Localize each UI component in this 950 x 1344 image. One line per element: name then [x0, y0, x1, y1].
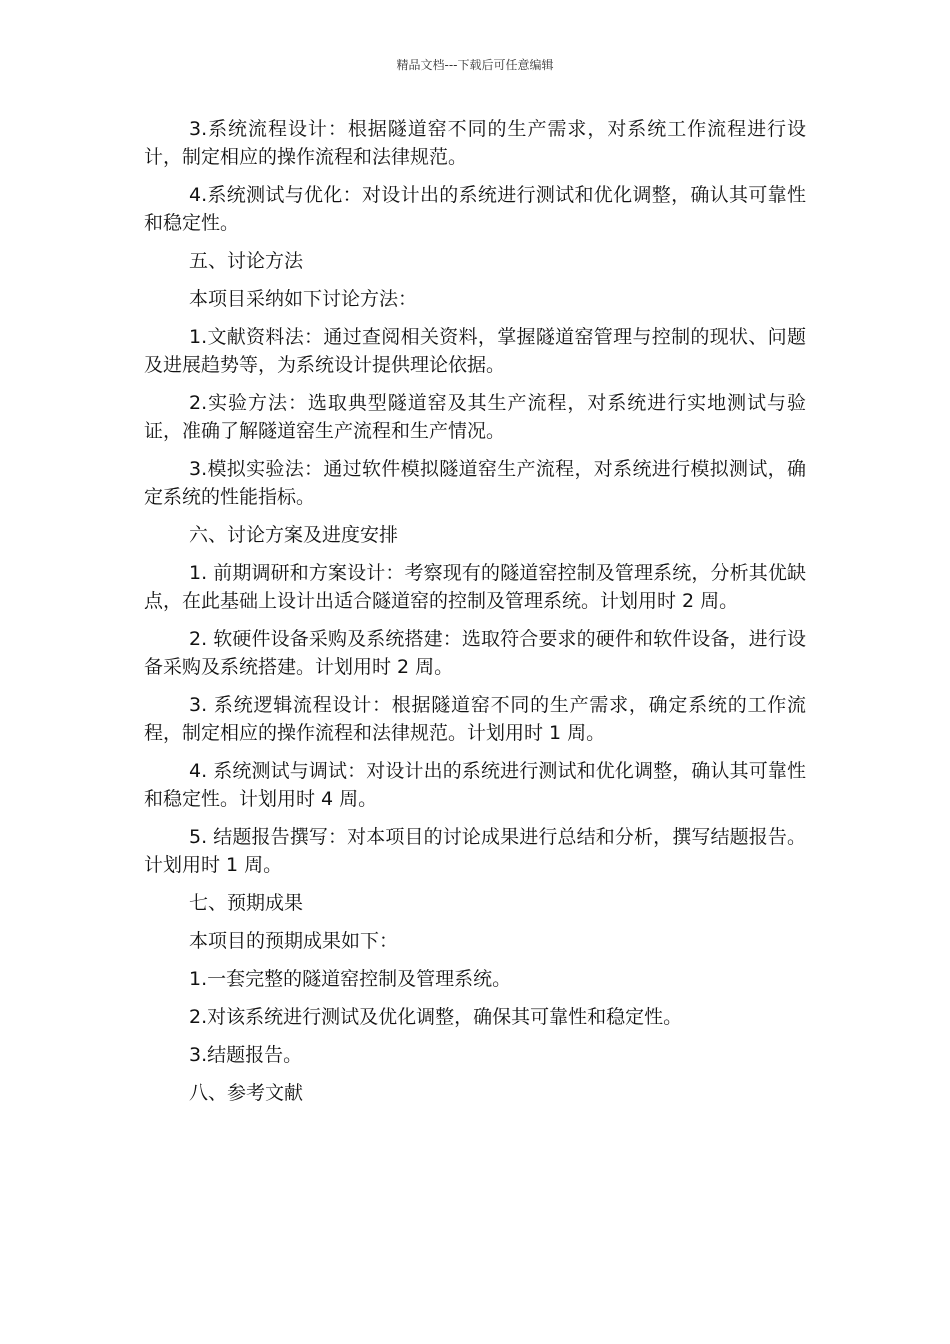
- paragraph-plan-step-1: 1. 前期调研和方案设计：考察现有的隧道窑控制及管理系统，分析其优缺点，在此基础上设计出适合隧道窑的控制及管理系统。计划用时 2 周。: [144, 562, 806, 612]
- paragraph-method-simulation: 3.模拟实验法：通过软件模拟隧道窑生产流程，对系统进行模拟测试，确定系统的性能指标。: [144, 458, 806, 508]
- paragraph-plan-step-5: 5. 结题报告撰写：对本项目的讨论成果进行总结和分析，撰写结题报告。计划用时 1 周。: [144, 826, 806, 876]
- page-header: 精品文档---下载后可任意编辑: [396, 58, 554, 72]
- section-heading-methods: 五、讨论方法: [189, 250, 304, 272]
- paragraph-method-experiment: 2.实验方法：选取典型隧道窑及其生产流程，对系统进行实地测试与验证，准确了解隧道窑生产流程和生产情况。: [144, 392, 806, 442]
- paragraph-system-flow-design: 3.系统流程设计：根据隧道窑不同的生产需求，对系统工作流程进行设计，制定相应的操作流程和法律规范。: [144, 118, 806, 168]
- paragraph-result-2: 2.对该系统进行测试及优化调整，确保其可靠性和稳定性。: [189, 1006, 683, 1028]
- section-heading-references: 八、参考文献: [189, 1082, 304, 1104]
- paragraph-system-test-optimize: 4.系统测试与优化：对设计出的系统进行测试和优化调整，确认其可靠性和稳定性。: [144, 184, 806, 234]
- section-heading-expected-results: 七、预期成果: [189, 892, 304, 914]
- paragraph-methods-intro: 本项目采纳如下讨论方法：: [189, 288, 418, 310]
- paragraph-results-intro: 本项目的预期成果如下：: [189, 930, 399, 952]
- paragraph-result-1: 1.一套完整的隧道窑控制及管理系统。: [189, 968, 512, 990]
- paragraph-method-literature: 1.文献资料法：通过查阅相关资料，掌握隧道窑管理与控制的现状、问题及进展趋势等，为系统设计提供理论依据。: [144, 326, 806, 376]
- paragraph-plan-step-3: 3. 系统逻辑流程设计：根据隧道窑不同的生产需求，确定系统的工作流程，制定相应的操作流程和法律规范。计划用时 1 周。: [144, 694, 806, 744]
- paragraph-plan-step-4: 4. 系统测试与调试：对设计出的系统进行测试和优化调整，确认其可靠性和稳定性。计划用时 4 周。: [144, 760, 806, 810]
- section-heading-plan-schedule: 六、讨论方案及进度安排: [189, 524, 399, 546]
- paragraph-plan-step-2: 2. 软硬件设备采购及系统搭建：选取符合要求的硬件和软件设备，进行设备采购及系统搭建。计划用时 2 周。: [144, 628, 806, 678]
- document-body: [144, 115, 806, 1117]
- paragraph-result-3: 3.结题报告。: [189, 1044, 303, 1066]
